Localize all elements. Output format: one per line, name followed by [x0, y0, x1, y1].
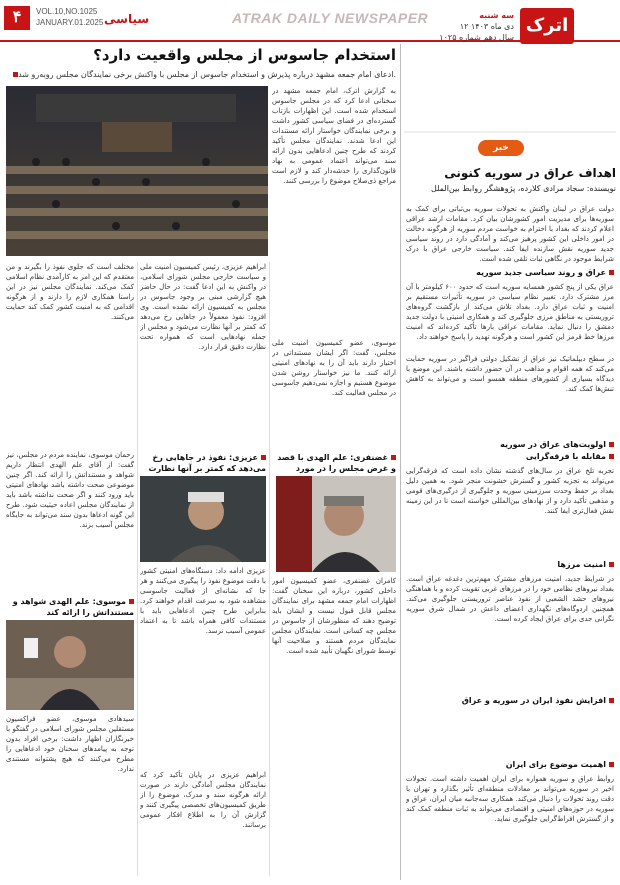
masthead-title: ATRAK DAILY NEWSPAPER	[232, 10, 429, 26]
main-col1-text-c: کامران غضنفری، عضو کمیسیون امور داخلی کشور، درباره این سخنان گفت: اظهارات امام جمعه مشهد برای نمایندگان مجلس قابل قبول نیست و ایشان باید توضیح دهند که منظورشان از جاسوس در مجلس چه کسانی است. نمایندگان مجلس نمایندگان مردم هستند و صلاحیت آنها توسط شورای نگهبان تأیید شده است.	[272, 577, 396, 655]
caption-mousavi: موسوی: علم الهدی شواهد و مستنداتش را ارائه کند	[6, 596, 134, 618]
main-col2-text-b: عزیزی ادامه داد: دستگاه‌های امنیتی کشور با دقت موضوع نفوذ را پیگیری می‌کنند و هر جا که نشانه‌ای از فعالیت جاسوسی مشاهده شود به سرعت اقدام خواهند کرد. بنابراین طرح چنین ادعاهایی باید با مستندات کافی همراه باشد تا به اعتماد عمومی آسیب نرسد.	[140, 567, 266, 635]
ghazanfari-photo	[276, 476, 396, 572]
logo-text: اترک	[525, 15, 569, 36]
azizi-photo	[140, 476, 266, 562]
sidebar-body-1b: در سطح دیپلماتیک نیز عراق از تشکیل دولتی فراگیر در سوریه حمایت می‌کند که همه اقوام و مذاهب در آن حضور داشته باشند. این موضع با دیدگاه بسیاری از کشورهای منطقه همسو است و می‌تواند به کاهش تنش‌ها کمک کند.	[406, 355, 614, 393]
volume-info	[36, 6, 103, 28]
volume-number: VOL.10,NO.1025	[36, 7, 98, 16]
sidebar-subhead-5: افزایش نفوذ ایران در سوریه و عراق	[406, 696, 614, 705]
caption-ghazanfari: غضنفری: علم الهدی با قصد و غرض مجلس را در مورد	[272, 452, 396, 485]
caption-azizi: عزیزی: نفوذ در جاهایی رخ می‌دهد که کمتر بر آنها نظارت	[140, 452, 266, 485]
main-col1-text-b: موسوی، عضو کمیسیون امنیت ملی مجلس، گفت: اگر ایشان مستنداتی در اختیار دارند باید آن را به نهادهای امنیتی ارائه کنند. ما نیز خواستار روشن شدن موضوع هستیم و اجازه نمی‌دهیم جاسوسی در مجلس فعالیت کند.	[272, 339, 396, 397]
portrait-mousavi	[6, 620, 134, 710]
sidebar-subhead-2: اولویت‌های عراق در سوریه	[406, 440, 614, 449]
sidebar-subhead-1: عراق و روند سیاسی جدید سوریه	[406, 268, 614, 277]
column-divider	[400, 44, 401, 880]
sidebar-body-6: روابط عراق و سوریه همواره برای ایران اهمیت داشته است. تحولات اخیر در سوریه می‌تواند بر معادلات منطقه‌ای تأثیر بگذارد و تهران با دقت روند تحولات را دنبال می‌کند. همکاری سه‌جانبه میان ایران، عراق و سوریه در حوزه‌های امنیتی و اقتصادی می‌تواند به ثبات منطقه کمک کند و از گسترش افراط‌گرایی جلوگیری نماید.	[406, 775, 614, 823]
main-lead: ادعای امام جمعه مشهد درباره پذیرش و استخدام جاسوس از مجلس با واکنش برخی نمایندگان مجلس روبه‌رو شد.	[6, 70, 396, 79]
main-col3-text-c: سیدهادی موسوی، عضو فراکسیون مستقلین مجلس شورای اسلامی در گفتگو با خبرنگاران اظهار داشت: برخی افراد بدون توجه به پیامدهای سخنان خود ادعاهایی را مطرح می‌کنند که هیچ پشتوانه مستندی ندارد.	[6, 715, 134, 773]
sidebar-body-3: تجربه تلخ عراق در سال‌های گذشته نشان داده است که فرقه‌گرایی می‌تواند به تجزیه کشور و گسترش خشونت منجر شود. به همین دلیل بغداد بر حفظ وحدت سرزمینی سوریه و جلوگیری از درگیری‌های قومی و مذهبی تأکید دارد و از نهادهای بین‌المللی خواسته است تا در این زمینه نقش فعال‌تری ایفا کنند.	[406, 467, 614, 515]
main-headline: استخدام جاسوس از مجلس واقعیت دارد؟	[93, 46, 396, 64]
sidebar-intro: دولت عراق در لبنان واکنش به تحولات سوریه بی‌ثباتی برای کمک به سوریه‌ها برای مدیریت امور کشورشان بیان کرد. مقامات ارشد عراقی اعلام کردند که بغداد با احترام به خواست مردم سوریه از هرگونه دخالت در امور داخلی این کشور پرهیز می‌کند و آمادگی دارد در روند سیاسی جدید سوریه نقش سازنده ایفا کند. سیاست خارجی عراق با درک شرایط موجود در نگاهی ثبات تلقی شده است.	[406, 205, 614, 263]
main-col2-text-a: ابراهیم عزیزی، رئیس کمیسیون امنیت ملی و سیاست خارجی مجلس شورای اسلامی، در واکنش به این ادعا گفت: در حال حاضر هیچ گزارشی مبنی بر وجود جاسوس در مجلس به کمیسیون ارائه نشده است. وی افزود: نفوذ معمولاً در جاهایی رخ می‌دهد که کمتر بر آنها نظارت می‌شود و مجلس از جمله نهادهایی است که همواره تحت نظارت دقیق قرار دارد.	[140, 263, 266, 351]
sidebar-body-1: عراق یکی از پنج کشور همسایه سوریه است که حدود ۶۰۰ کیلومتر با آن مرز مشترک دارد. تغییر نظام سیاسی در سوریه تأثیرات مستقیم بر امنیت و ثبات عراق دارد. بغداد تلاش می‌کند از بازگشت گروه‌های تروریستی به مناطق مرزی جلوگیری کند و همکاری امنیتی با دولت جدید دمشق را دنبال نماید. مقامات عراقی بارها تأکید کرده‌اند که امنیت مرزها خط قرمز این کشور است و هرگونه تهدید را پاسخ خواهند داد.	[406, 283, 614, 341]
main-col3-text-a: مختلف است که جلوی نفوذ را بگیرند و من معتقدم که این امر به کارآمدی نظام اسلامی کمک می‌کند. نمایندگان مجلس نیز در این راستا همکاری لازم را دارند و از هرگونه اقدامی که به امنیت کشور کمک کند حمایت می‌کنند.	[6, 263, 134, 321]
persian-date: ۱۲ دی ماه ۱۴۰۳	[459, 22, 514, 31]
parliament-photo	[6, 86, 268, 256]
main-col1-text-a: به گزارش اترک، امام جمعه مشهد در سخنانی ادعا کرد که در مجلس جاسوس استخدام شده است. این اظهارات بازتاب گسترده‌ای در فضای سیاسی کشور داشت و برخی نمایندگان خواستار ارائه مستندات این ادعا شدند. نمایندگان مجلس تأکید کردند که طرح چنین ادعاهایی بدون ارائه سند می‌تواند اعتماد عمومی به نهاد قانون‌گذاری را خدشه‌دار کند و لازم است مراجع ذی‌صلاح موضوع را بررسی کنند.	[272, 87, 396, 185]
sidebar-subhead-6: اهمیت موضوع برای ایران	[406, 760, 614, 769]
issue-number: سال دهم شماره ۱۰۲۵	[439, 33, 514, 42]
issue-date: JANUARY.01.2025	[36, 18, 104, 27]
newspaper-logo	[520, 8, 574, 44]
parliament-hall-image	[6, 86, 268, 256]
mousavi-photo	[6, 620, 134, 710]
weekday: سه شنبه	[479, 11, 514, 20]
sidebar-body-4: در شرایط جدید، امنیت مرزهای مشترک مهم‌ترین دغدغه عراق است. بغداد نیروهای نظامی خود را در مرزهای غربی تقویت کرده و با هماهنگی نیروهای حشد الشعبی از نفوذ عناصر تروریستی جلوگیری می‌کند. همچنین اردوگاه‌های نگهداری اعضای داعش در شمال شرق سوریه نگرانی جدی برای عراق ایجاد کرده است.	[406, 575, 614, 623]
main-col2-text-c: ابراهیم عزیزی در پایان تأکید کرد که نمایندگان مجلس آمادگی دارند در صورت ارائه هرگونه سند و مدرک، موضوع را از طریق کمیسیون‌های تخصصی پیگیری کنند و گزارش آن را به اطلاع افکار عمومی برسانند.	[140, 771, 266, 829]
sidebar-subhead-3: مقابله با فرقه‌گرایی	[406, 452, 614, 461]
portrait-ghazanfari	[276, 476, 396, 572]
page-number: ۴	[4, 6, 30, 30]
sidebar-subhead-4: امنیت مرزها	[406, 560, 614, 569]
section-label: سیاسی	[104, 12, 150, 26]
main-col3-text-b: رحمان موسوی، نماینده مردم در مجلس، نیز گفت: از آقای علم الهدی انتظار داریم شواهد و مستنداتش را ارائه کند. اگر چنین موضوعی صحت داشته باشد نهادهای امنیتی باید ورود کنند و اگر صحت نداشته باشد باید از نمایندگان مجلس اعاده حیثیت شود. طرح این گونه ادعاها بدون سند می‌تواند به جایگاه مجلس آسیب بزند.	[6, 451, 134, 529]
masthead-divider	[404, 48, 616, 134]
sidebar-title: اهداف عراق در سوریه کنونی	[444, 166, 616, 180]
column-rule-2	[137, 262, 138, 876]
dateline	[404, 10, 514, 43]
sidebar-author: نویسنده: سجاد مرادی کلارده، پژوهشگر روابط بین‌الملل	[430, 184, 616, 193]
portrait-azizi	[140, 476, 266, 562]
column-rule-1	[269, 262, 270, 876]
news-tag: خبر	[478, 140, 524, 156]
